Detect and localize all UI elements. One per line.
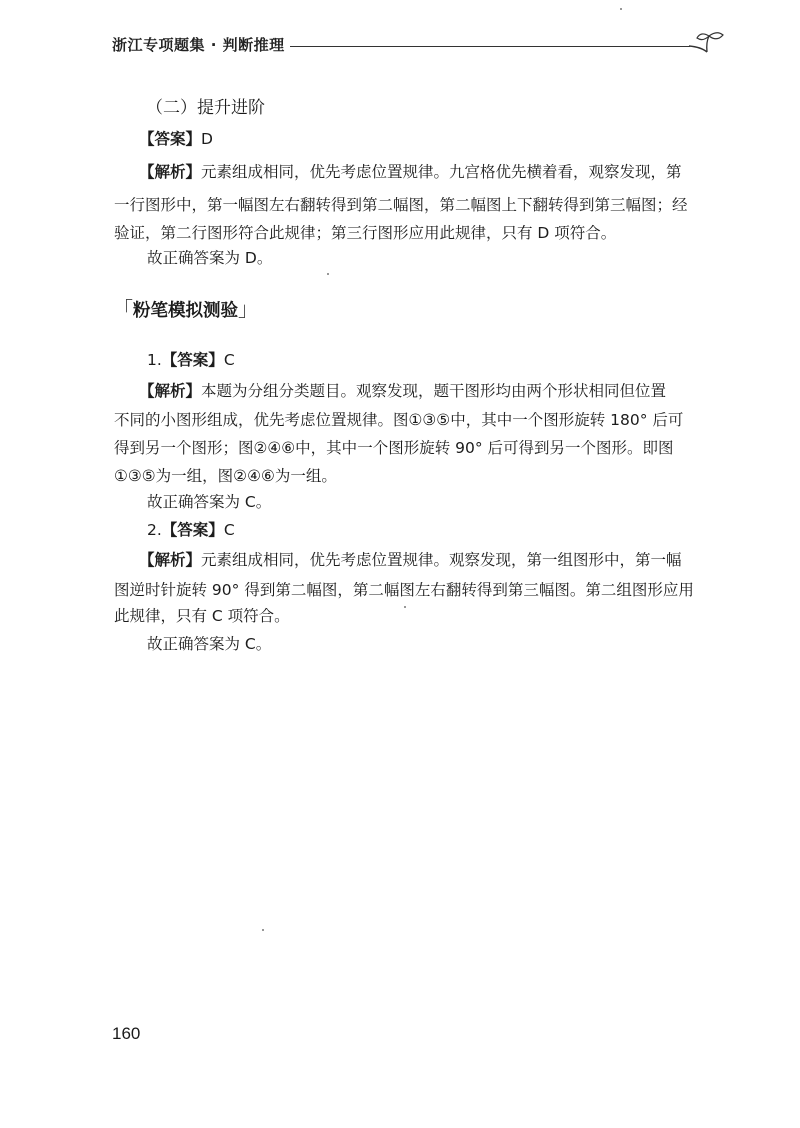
- question-answer-line: [147, 520, 235, 540]
- analysis-text: 得到另一个图形；图②④⑥中，其中一个图形旋转 90° 后可得到另一个图形。即图: [114, 439, 674, 457]
- analysis-text: 元素组成相同，优先考虑位置规律。观察发现，第一组图形中，第一幅: [201, 551, 682, 569]
- conclusion-text: 故正确答案为 C。: [147, 493, 272, 511]
- analysis-label: 【解析】: [139, 163, 202, 181]
- analysis-line: [139, 162, 682, 182]
- analysis-text: 一行图形中，第一幅图左右翻转得到第二幅图，第二幅图上下翻转得到第三幅图；经: [114, 196, 688, 214]
- question-number: 2.: [147, 521, 162, 539]
- conclusion-text: 故正确答案为 D。: [147, 249, 273, 267]
- conclusion-text: 故正确答案为 C。: [147, 635, 272, 653]
- answer-label: 【答案】: [161, 351, 224, 369]
- analysis-text: 本题为分组分类题目。观察发现，题干图形均由两个形状相同但位置: [201, 382, 667, 400]
- scan-speck: [620, 8, 622, 10]
- answer-label: 【答案】: [139, 130, 202, 148]
- analysis-text: ①③⑤为一组，图②④⑥为一组。: [114, 467, 337, 485]
- header-title: 浙江专项题集 · 判断推理: [112, 36, 285, 54]
- answer-line: [139, 129, 213, 149]
- bracket-close: 」: [238, 297, 258, 321]
- mock-test-heading: [113, 293, 258, 322]
- analysis-text: 不同的小图形组成，优先考虑位置规律。图①③⑤中，其中一个图形旋转 180° 后可: [114, 411, 684, 429]
- analysis-line: [139, 550, 682, 570]
- analysis-text: 此规律，只有 C 项符合。: [114, 607, 290, 625]
- analysis-text: 验证，第二行图形符合此规律；第三行图形应用此规律，只有 D 项符合。: [114, 224, 617, 242]
- mock-test-title: 粉笔模拟测验: [133, 301, 238, 321]
- answer-label: 【答案】: [161, 521, 224, 539]
- page-number: 160: [112, 1024, 141, 1043]
- answer-value: D: [201, 130, 213, 148]
- section-title: （二）提升进阶: [146, 98, 265, 118]
- bracket-open: 「: [113, 297, 133, 321]
- question-number: 1.: [147, 351, 162, 369]
- analysis-label: 【解析】: [139, 382, 202, 400]
- scan-speck: [404, 606, 406, 608]
- analysis-text: 元素组成相同，优先考虑位置规律。九宫格优先横着看，观察发现，第: [201, 163, 682, 181]
- sprout-icon: [687, 30, 727, 58]
- running-header: [112, 30, 724, 60]
- analysis-text: 图逆时针旋转 90° 得到第二幅图，第二幅图左右翻转得到第三幅图。第二组图形应用: [114, 581, 694, 599]
- answer-value: C: [223, 351, 235, 369]
- scan-speck: [327, 273, 329, 275]
- analysis-line: [139, 381, 666, 401]
- question-answer-line: [147, 350, 235, 370]
- scan-speck: [262, 929, 264, 931]
- header-rule: [290, 46, 690, 47]
- answer-value: C: [223, 521, 235, 539]
- analysis-label: 【解析】: [139, 551, 202, 569]
